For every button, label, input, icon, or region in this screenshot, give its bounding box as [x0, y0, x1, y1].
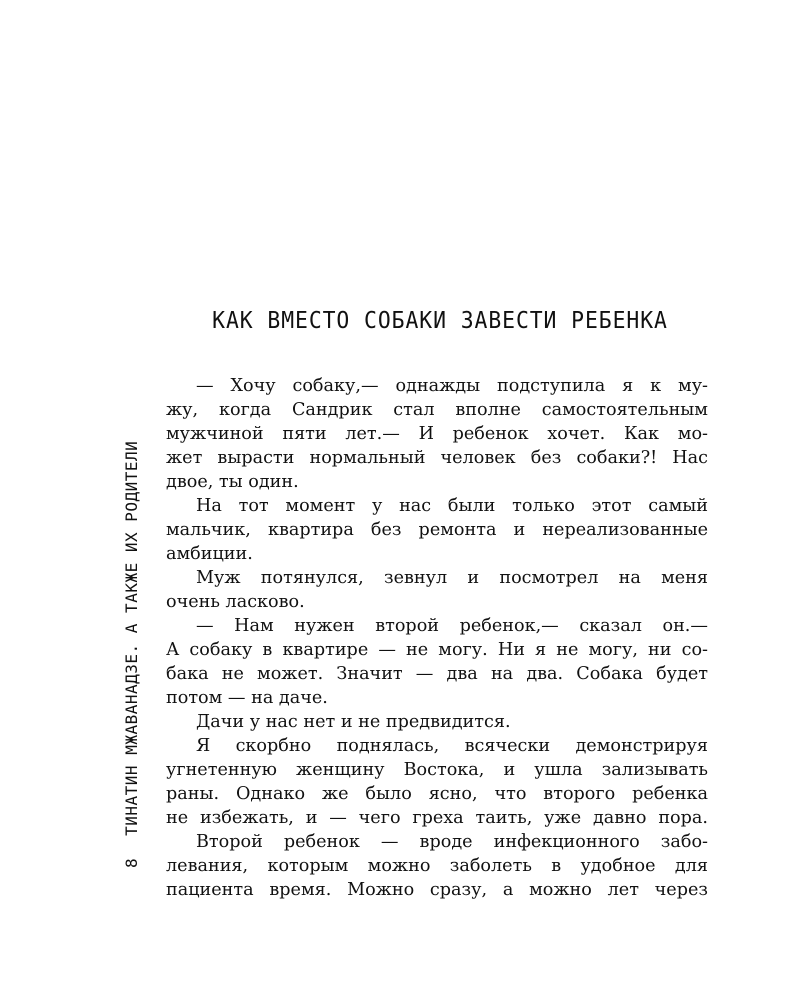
running-header-text: ТИНАТИН МЖАВАНАДЗЕ. А ТАКЖЕ ИХ РОДИТЕЛИ — [122, 440, 141, 836]
text-line: На тот момент у нас были только этот самый — [196, 496, 708, 516]
text-line: очень ласково. — [166, 592, 305, 612]
text-line: угнетенную женщину Востока, и ушла зализывать — [166, 760, 708, 780]
running-header — [122, 441, 141, 868]
text-line: не избежать, и — чего греха таить, уже давно пора. — [166, 808, 708, 828]
text-line: — Хочу собаку,— однажды подступила я к му- — [196, 376, 708, 396]
text-line: бака не может. Значит — два на два. Собака будет — [166, 664, 708, 684]
text-line: Второй ребенок — вроде инфекционного забо- — [196, 832, 708, 852]
text-line: потом — на даче. — [166, 688, 328, 708]
text-line: мужчиной пяти лет.— И ребенок хочет. Как мо- — [166, 424, 708, 444]
text-line: мальчик, квартира без ремонта и нереализованные — [166, 520, 708, 540]
text-line: амбиции. — [166, 544, 253, 564]
text-line: левания, которым можно заболеть в удобное для — [166, 856, 708, 876]
text-line: двое, ты один. — [166, 472, 299, 492]
text-line: А собаку в квартире — не могу. Ни я не могу, ни со- — [166, 640, 708, 660]
text-line: Муж потянулся, зевнул и посмотрел на меня — [196, 568, 708, 588]
text-line: Я скорбно поднялась, всячески демонстрируя — [196, 736, 708, 756]
text-line: пациента время. Можно сразу, а можно лет через — [166, 880, 708, 900]
body-text — [166, 374, 708, 902]
text-line: жет вырасти нормальный человек без собаки?! Нас — [166, 448, 708, 468]
text-line: раны. Однако же было ясно, что второго ребенка — [166, 784, 708, 804]
page-number: 8 — [122, 857, 141, 868]
text-line: жу, когда Сандрик стал вполне самостоятельным — [166, 400, 708, 420]
text-line: Дачи у нас нет и не предвидится. — [196, 712, 511, 732]
chapter-title: КАК ВМЕСТО СОБАКИ ЗАВЕСТИ РЕБЕНКА — [212, 308, 668, 334]
text-line: — Нам нужен второй ребенок,— сказал он.— — [196, 616, 708, 636]
